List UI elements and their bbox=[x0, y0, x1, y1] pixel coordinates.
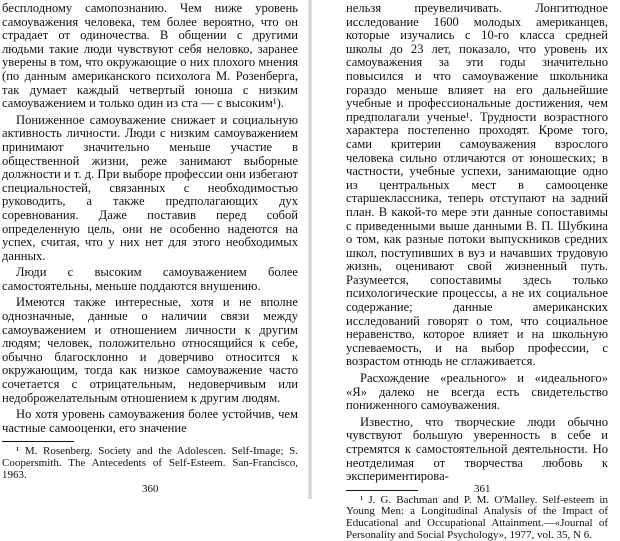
left-page-number: 360 bbox=[142, 483, 159, 495]
left-page-text bbox=[2, 2, 298, 481]
right-page bbox=[310, 0, 620, 541]
right-paragraph-2: Расхождение «реального» и «идеального» «Я» далеко не всегда есть свидетельство пониженного самоуважения. bbox=[346, 371, 608, 413]
right-footnote: ¹ J. G. Bachman and P. M. O'Malley. Self-esteem in Young Men: a Longitudinal Analysis of the Impact of Educational and Occupational Attainment.—«Journal of Personality and Social Psychology», 1977, vol. 35, N 6. bbox=[346, 493, 608, 541]
left-paragraph-5: Но хотя уровень самоуважения более устойчив, чем частные самооценки, его значение bbox=[2, 407, 298, 435]
left-page bbox=[0, 0, 310, 499]
left-paragraph-2: Пониженное самоуважение снижает и социальную активность личности. Люди с низким самоуважением принимают значительно меньше участие в общественной жизни, реже занимают выборные должности и т. д. При выборе профессии они избегают специальностей, связанных с необходимостью руководить, а также предполагающих дух соревнования. Даже поставив перед собой определенную цель, они не особенно надеются на успех, считая, что у них нет для этого необходимых данных. bbox=[2, 112, 298, 263]
right-footnote-block bbox=[346, 495, 608, 541]
left-paragraph-1: бесплодному самопознанию. Чем ниже уровень самоуважения человека, тем более вероятно, что он страдает от одиночества. В общении с другими людьми такие люди чувствуют себя неловко, заранее уверены в том, что окружающие о них плохого мнения (по данным американского психолога М. Розенберга, так думает каждый четвертый юноша с низким самоуважением и только один из ста — с высоким¹). bbox=[2, 1, 298, 111]
left-footnote: ¹ M. Rosenberg. Society and the Adolescen. Self-Image; S. Coopersmith. The Antecedents of Self-Esteem. San-Francisco, 1963. bbox=[2, 445, 298, 481]
right-paragraph-1: нельзя преувеличивать. Лонгитюдное исследование 1600 молодых американцев, которые изучались с 10-го класса средней школы до 23 лет, показало, что уровень их самоуважения за эти годы значительно повысился и что самоуважение школьника гораздо меньше влияет на его дальнейшие учебные и профессиональные достижения, чем предполагали ученые¹. Трудности возрастного характера постепенно проходят. Кроме того, сами критерии самоуважения взрослого человека сильно отличаются от юношеских; в частности, учебные успехи, занимающие одно из центральных мест в самооценке старшеклассника, теперь отступают на задний план. В какой-то мере эти данные сопоставимы с приведенными выше данными В. П. Шубкина о том, как разные потоки выпускников средних школ, поступивших в вуз и начавших трудовую жизнь, оценивают свой жизненный путь. Разумеется, сопоставимы здесь только психологические процессы, а не их социальное содержание; данные американских исследований говорят о том, что социальное неравенство, которое влияет и на школьную успеваемость, и на выбор профессии, с возрастом отнюдь не сглаживается. bbox=[346, 1, 608, 369]
left-paragraph-4: Имеются также интересные, хотя и не вполне однозначные, данные о наличии связи между самоуважением и отношением личности к другим людям; человек, положительно относящийся к себе, обычно благосклонно и доверчиво относится к окружающим, тогда как низкое самоуважение часто сочетается с отрицательным, недоверчивым или недоброжелательным отношением к другим людям. bbox=[2, 295, 298, 405]
left-paragraph-3: Люди с высоким самоуважением более самостоятельны, меньше поддаются внушению. bbox=[2, 265, 298, 293]
right-page-number: 361 bbox=[474, 483, 491, 495]
right-page-text bbox=[346, 2, 608, 541]
footnote-divider bbox=[346, 490, 418, 491]
left-footnote-block bbox=[2, 446, 298, 481]
footnote-divider bbox=[2, 441, 74, 442]
right-paragraph-3: Известно, что творческие люди обычно чувствуют большую уверенность в себе и стремятся к самостоятельной деятельности. Но неотделимая от творчества любовь к экспериментирова- bbox=[346, 414, 608, 484]
